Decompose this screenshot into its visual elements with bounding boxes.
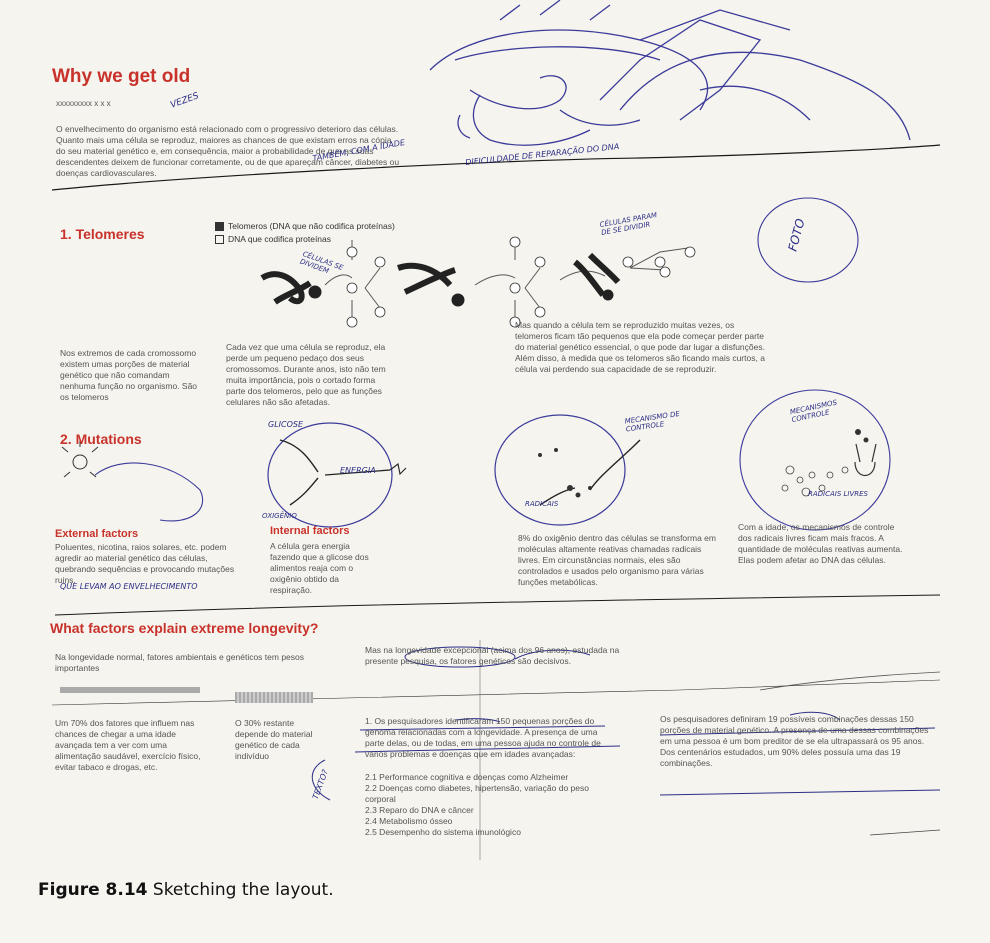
external-factors-title: External factors xyxy=(55,528,139,540)
annotation-dificuldade: DIFICULDADE DE REPARAÇÃO DO DNA xyxy=(464,141,620,168)
legend-label-dna: DNA que codifica proteínas xyxy=(228,234,332,244)
legend-telomeres xyxy=(215,221,395,232)
list-item: 2.5 Desempenho do sistema imunológico xyxy=(365,827,521,837)
annotation-oxigenio: OXIGÊNIO xyxy=(262,512,297,520)
annotation-foto: FOTO xyxy=(785,217,808,253)
external-factors-text: Poluentes, nicotina, raios solares, etc. podem agredir ao material genético das células, quebrando sequências e provocando mutações ruins. xyxy=(55,542,235,585)
figure-caption-text: Sketching the layout. xyxy=(152,880,334,900)
legend-label-telomeres: Telomeros (DNA que não codifica proteínas) xyxy=(228,221,395,231)
longevity-exceptional-text: Mas na longevidade excepcional (acima dos 96 anos), estudada na presente pesquisa, os fatores genéticos são decisivos. xyxy=(365,645,620,666)
longevity-list-intro: 1. Os pesquisadores identificaram 150 pequenas porções do genoma relacionadas com a longevidade. A presença de uma parte delas, ou de todas, em uma pessoa ajuda no controle de vários problemas e doenças que em idades avançadas: xyxy=(365,716,601,759)
legend-swatch-dark xyxy=(215,222,224,231)
legend-dna xyxy=(215,234,331,245)
annotation-tambem: TAMBÉM, COM A IDADE xyxy=(311,137,406,164)
list-item: 2.4 Metabolismo ósseo xyxy=(365,816,453,826)
mutations-heading: 2. Mutations xyxy=(60,431,142,447)
legend-swatch-light xyxy=(215,235,224,244)
combinations-text: Os pesquisadores definiram 19 possíveis combinações dessas 150 porções de material genético. A presença de uma dessas combinações em uma pessoa é um bom preditor de se ela ultrapassará os 95 anos. Dos centenários estudados, um 90% deles possuía uma das 19 combinações. xyxy=(660,714,929,768)
telomeres-text-1: Nos extremos de cada cromossomo existem umas porções de material genético que não comandam nenhuma função no organismo. São os telomeros xyxy=(60,348,198,402)
intro-text: O envelhecimento do organismo está relacionado com o progressivo deterioro das células. Quanto mais uma célula se reproduz, maiores as chances de que existam erros na cópia do seu material genético e, em consequência, maior a probabilidade de que as suas descendentes deixem de funcionar corretamente, ou de que apareçam câncer, diabetes ou doenças cardiovasculares. xyxy=(56,124,400,178)
telomeres-text-2: Cada vez que uma célula se reproduz, ela perde um pequeno pedaço dos seus cromossomos. Durante anos, isto não tem muita importância, pois o cortado forma parte dos telomeros, pelo que as funções celulares não são afetadas. xyxy=(226,342,386,407)
annotation-texto: TEXTO? xyxy=(310,768,330,801)
longevity-heading: What factors explain extreme longevity? xyxy=(50,620,319,636)
pct70-text: Um 70% dos fatores que influem nas chances de chegar a uma idade avançada tem a ver com uma alimentação saudável, exercício físico, evitar tabaco e drogas, etc. xyxy=(55,718,201,772)
telomeres-heading: 1. Telomeres xyxy=(60,226,145,242)
internal-factors-text: A célula gera energia fazendo que a glicose dos alimentos reaja com o oxigênio obtido da respiração. xyxy=(270,541,369,595)
annotation-celulas-param: CÉLULAS PARAM DE SE DIVIDIR xyxy=(599,211,658,237)
annotation-glicose: GLICOSE xyxy=(268,420,304,429)
figure-caption xyxy=(38,880,334,900)
pct30-text: O 30% restante depende do material genético de cada indivíduo xyxy=(235,718,313,761)
mutations-text-3: 8% do oxigênio dentro das células se transforma em moléculas altamente reativas chamadas radicais livres. Em circunstâncias normais, eles são controlados e usados pelo organismo para várias funções metabólicas. xyxy=(518,533,716,587)
list-item: 2.1 Performance cognitiva e doenças como Alzheimer xyxy=(365,772,569,782)
annotation-mecanismos-controle: MECANISMOS CONTROLE xyxy=(789,398,838,425)
annotation-energia: ENERGIA xyxy=(340,466,376,475)
mutations-text-4: Com a idade, os mecanismos de controle dos radicais livres ficam mais fracos. A quantidade de moléculas reativas aumenta. Elas podem afetar ao DNA das células. xyxy=(738,522,903,565)
internal-factors-title: Internal factors xyxy=(270,525,350,537)
annotation-radicais-livres: RADICAIS LIVRES xyxy=(808,490,868,498)
annotation-radicais: RADICAIS xyxy=(525,500,559,508)
telomeres-text-3: Mas quando a célula tem se reproduzido muitas vezes, os telomeros ficam tão pequenos que ela pode começar perder parte do material genético essencial, o que pode dar lugar a disfunções. Além disso, à medida que os telomeros são ficando mais curtos, a célula vai perdendo sua capacidade de se reproduzir. xyxy=(515,320,765,374)
figure-label: Figure 8.14 xyxy=(38,880,148,900)
list-item: 2.3 Reparo do DNA e câncer xyxy=(365,805,474,815)
subtitle-placeholder: xxxxxxxxx x x x xyxy=(56,99,111,108)
placeholder-grey-bar xyxy=(235,692,313,703)
list-item: 2.2 Doenças como diabetes, hipertensão, variação do peso corporal xyxy=(365,783,589,804)
annotation-vezes: VEZES xyxy=(169,91,201,111)
annotation-mecanismo-controle: MECANISMO DE CONTROLE xyxy=(624,409,681,434)
longevity-normal-text: Na longevidade normal, fatores ambientais e genéticos tem pesos importantes xyxy=(55,652,305,673)
annotation-external-scribble: QUE LEVAM AO ENVELHECIMENTO xyxy=(60,582,198,591)
annotation-celulas-dividem: CÉLULAS SE DIVIDEM xyxy=(298,249,345,276)
page-title: Why we get old xyxy=(52,66,191,87)
longevity-list xyxy=(365,772,615,838)
